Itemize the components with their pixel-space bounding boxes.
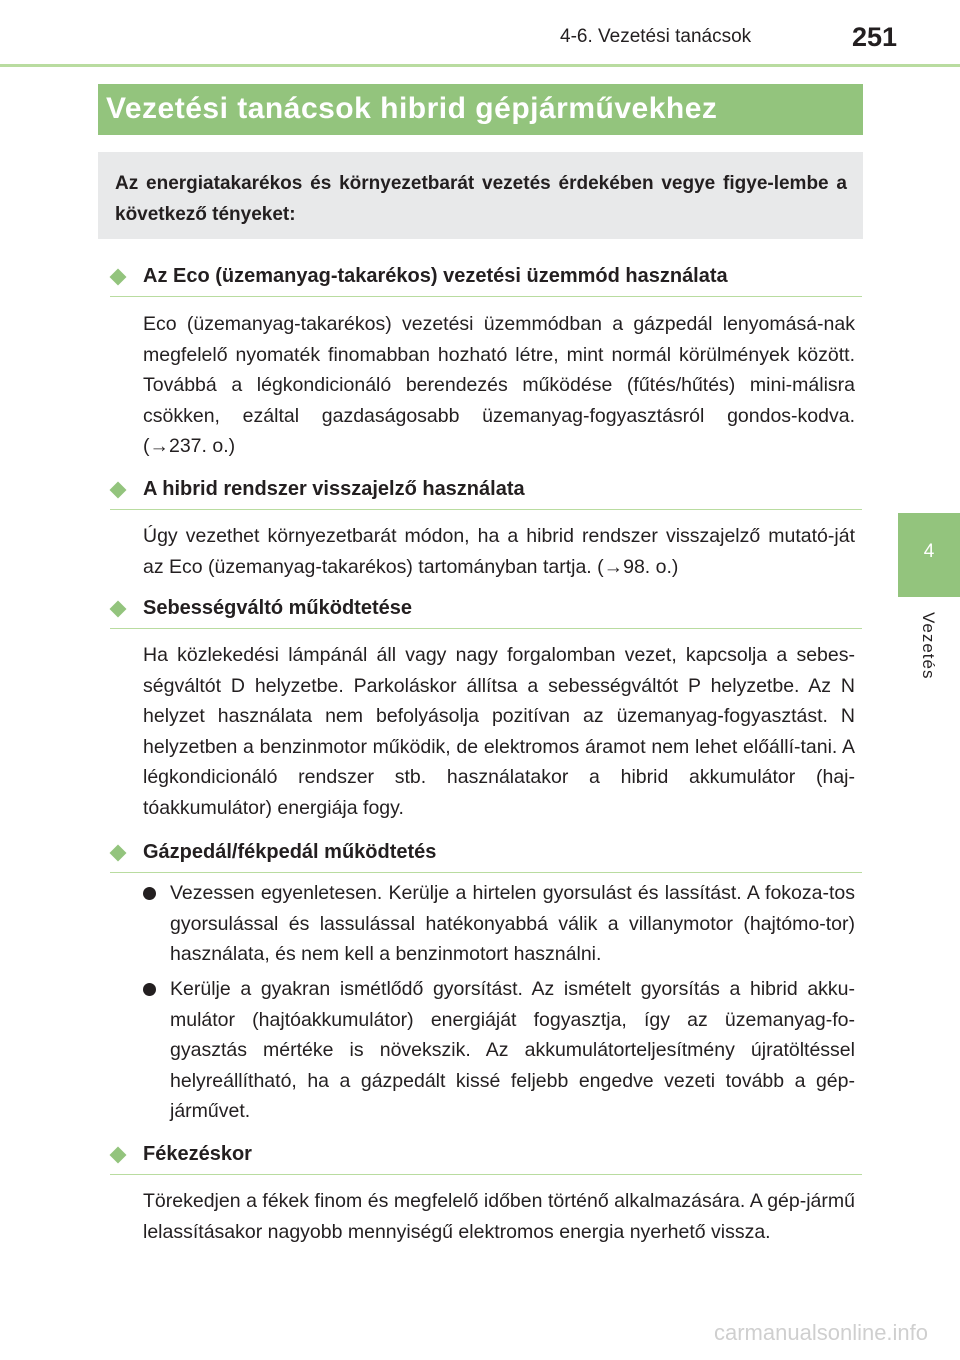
section-paragraph: Ha közlekedési lámpánál áll vagy nagy forgalomban vezet, kapcsolja a sebes-ségváltót D helyzetbe. Parkoláskor állítsa a sebességváltót P helyzetbe. Az N helyzet használata nem befolyásolja pozitívan az üzemanyag-fogyasztást. N helyzetben a benzinmotor működik, de elektromos áramot nem lehet előállí-tani. A légkondicionáló rendszer stb. használatakor a hibrid akkumulátor (haj-tóakkumulátor) energiája fogy. [143,644,855,819]
list-item [143,878,855,970]
watermark: carmanualsonline.info [714,1320,929,1345]
intro-box [98,152,863,239]
chapter-number: 4 [923,541,935,562]
section-heading-text: Fékezéskor [143,1143,252,1165]
diamond-bullet-icon [110,845,127,862]
list-item-text: Kerülje a gyakran ismétlődő gyorsítást. Az ismételt gyorsítás a hibrid akku-mulátor (hajtóakkumulátor) energiáját fogyasztja, így az üzemanyag-fo-gyasztás mértéke is növekszik. Az akkumulátorteljesítmény újratöltéssel helyreállítható, ha a gázpedált kissé feljebb engedve vezeti tovább a gép-járművet. [170,978,855,1122]
section-heading [110,475,862,510]
list-item [143,974,855,1127]
chapter-name-label [903,612,953,702]
section-paragraph: Törekedjen a fékek finom és megfelelő időben történő alkalmazására. A gép-jármű lelassításakor nagyobb mennyiségű elektromos energia nyerhető vissza. [143,1190,855,1243]
section-heading [110,1140,862,1175]
page-title: Vezetési tanácsok hibrid gépjárművekhez [106,92,718,125]
list-item-text: Vezessen egyenletesen. Kerülje a hirtelen gyorsulást és lassítást. A fokoza-tos gyorsulással és lassulással hatékonyabbá válik a villanymotor (hajtómo-tor) használata, és nem kell a benzinmotort használni. [170,882,855,965]
section-heading-text: Az Eco (üzemanyag-takarékos) vezetési üzemmód használata [143,265,728,287]
section-paragraph: Úgy vezethet környezetbarát módon, ha a hibrid rendszer visszajelző mutató-ját az Eco (üzemanyag-takarékos) tartományban tartja. (→98. o.) [143,525,855,578]
diamond-bullet-icon [110,482,127,499]
section-heading [110,262,862,297]
header-rule [0,64,960,67]
section-heading-text: A hibrid rendszer visszajelző használata [143,478,525,500]
page-number: 251 [852,22,898,52]
diamond-bullet-icon [110,269,127,286]
section-paragraph: Eco (üzemanyag-takarékos) vezetési üzemmódban a gázpedál lenyomásá-nak megfelelő nyomaték finomabban hozható létre, mint normál körülmények között. Továbbá a légkondicionáló berendezés működése (fűtés/hűtés) mini-málisra csökken, ezáltal gazdaságosabb üzemanyag-fogyasztásról gondos-kodva. (→237. o.) [143,313,855,457]
chapter-tab [898,513,960,597]
diamond-bullet-icon [110,601,127,618]
page-title-bar [98,84,863,135]
intro-text: Az energiatakarékos és környezetbarát vezetés érdekében vegye figye-lembe a következő tényeket: [115,173,847,225]
section-heading [110,838,862,873]
bullet-dot-icon [143,983,156,996]
section-heading-text: Sebességváltó működtetése [143,597,412,619]
chapter-name: Vezetés [919,612,938,680]
section-heading [110,594,862,629]
section-label: 4-6. Vezetési tanácsok [560,26,752,47]
bullet-dot-icon [143,887,156,900]
diamond-bullet-icon [110,1147,127,1164]
section-heading-text: Gázpedál/fékpedál működtetés [143,841,437,863]
